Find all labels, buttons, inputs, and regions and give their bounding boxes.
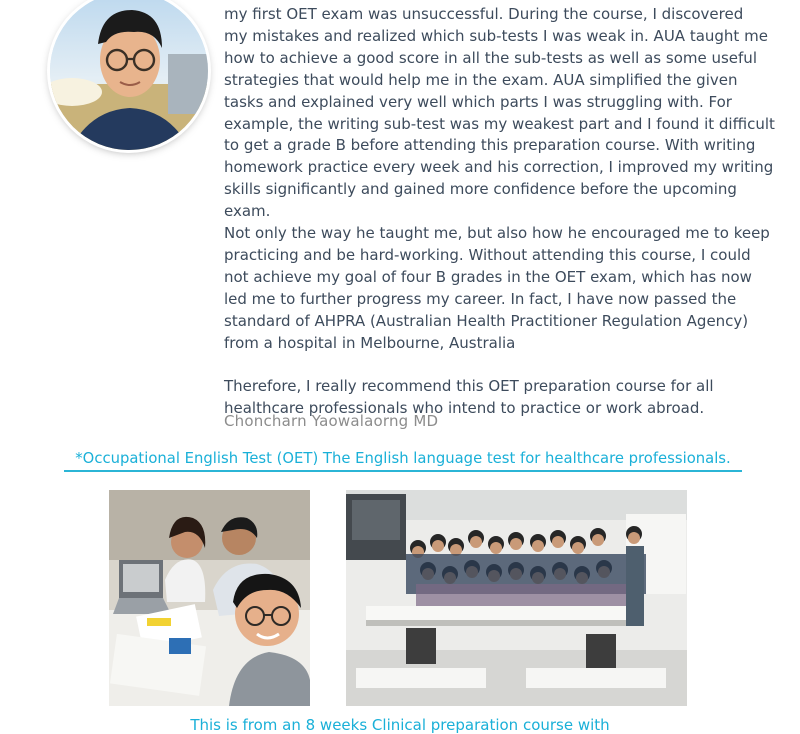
author-signature: Choncharn Yaowalaorng MD — [224, 412, 439, 430]
photo-caption: This is from an 8 weeks Clinical preparation course with — [190, 716, 610, 734]
testimonial-text — [224, 4, 784, 420]
class-group-photo — [346, 490, 687, 706]
oet-footnote: *Occupational English Test (OET) The English language test for healthcare professionals. — [64, 450, 742, 472]
testimonial-paragraph-1: my first OET exam was unsuccessful. During the course, I discovered my mistakes and realized which sub-tests I was weak in. AUA taught me how to achieve a good score in all the sub-tests as well as some useful strategies that would help me in the exam. AUA simplified the given tasks and explained very well which parts I was struggling with. For example, the writing sub-test was my weakest part and I found it difficult to get a grade B before attending this preparation course. With writing homework practice every week and his correction, I improved my writing skills significantly and gained more confidence before the upcoming exam. Not only the way he taught me, but also how he encouraged me to keep practicing and be hard-working. Without attending this course, I could not achieve my goal of four B grades in the OET exam, which has now led me to further progress my career. In fact, I have now passed the standard of AHPRA (Australian Health Practitioner Regulation Agency) from a hospital in Melbourne, Australia — [224, 5, 775, 352]
author-avatar — [50, 0, 208, 150]
testimonial-paragraph-2: Therefore, I really recommend this OET preparation course for all healthcare professionals who intend to practice or work abroad. — [224, 377, 714, 418]
selfie-photo — [109, 490, 310, 706]
